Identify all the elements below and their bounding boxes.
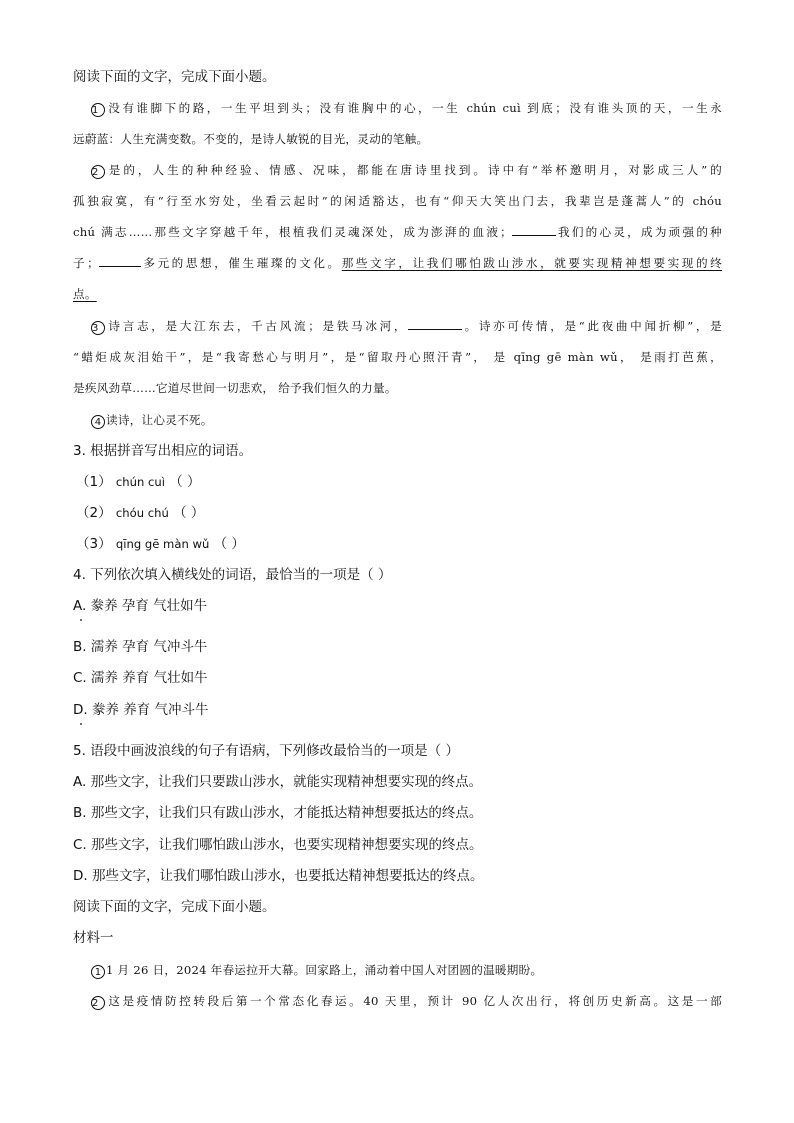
reading-instruction: 阅读下面的文字，完成下面小题。 <box>73 69 276 85</box>
passage-paragraph-1-line-1: 1 没有谁脚下的路，一生平坦到头；没有谁胸中的心，一生 chún cuì 到底；没有谁头顶的天，一生永 <box>92 101 722 116</box>
passage-paragraph-3-line-2: “蜡炬成灰泪始干”，是“我寄愁心与明月”，是“留取丹心照汗青”， 是 qīng gē màn wǔ， 是雨打芭蕉， <box>73 350 722 364</box>
paragraph-number-1: 1 <box>91 965 105 979</box>
material-1-heading: 材料一 <box>73 930 114 946</box>
question-4-option-d: D. 豢养 养育 气冲斗牛 <box>73 702 209 718</box>
passage-paragraph-2-line-4: 子； 多元的思想，催生璀璨的文化。那些文字，让我们哪怕跋山涉水，就要实现精神想要实现的终 <box>73 256 722 270</box>
material-1-paragraph-1: 1 1 月 26 日，2024 年春运拉开大幕。回家路上，涌动着中国人对团圆的温暖期盼。 <box>91 962 542 979</box>
passage-paragraph-2-line-3: chú 满志……那些文字穿越千年，根植我们灵魂深处，成为澎湃的血液； 我们的心灵，成为顽强的种 <box>73 225 722 239</box>
passage-paragraph-2-line-2: 孤独寂寞，有“行至水穷处，坐看云起时”的闲适豁达，也有“仰天大笑出门去，我辈岂是蓬蒿人”的 chóu <box>73 194 722 208</box>
question-5-stem: 5. 语段中画波浪线的句子有语病，下列修改最恰当的一项是（ ） <box>73 743 459 759</box>
question-5-option-a: A. 那些文字，让我们只要跋山涉水，就能实现精神想要实现的终点。 <box>73 774 483 790</box>
passage-paragraph-3-line-3: 是疾风劲草……它道尽世间一切悲欢， 给予我们恒久的力量。 <box>73 381 397 395</box>
fill-blank-2 <box>512 224 556 236</box>
question-5-option-b: B. 那些文字，让我们只有跋山涉水，才能抵达精神想要抵达的终点。 <box>73 805 483 821</box>
decorative-dot <box>80 723 82 725</box>
passage-paragraph-2-line-5: 点。 <box>73 287 97 301</box>
question-5-option-d: D. 那些文字，让我们哪怕跋山涉水，也要抵达精神想要抵达的终点。 <box>73 868 484 884</box>
passage-paragraph-2-line-1: 2 是的，人生的种种经验、情感、况味，都能在唐诗里找到。诗中有“举杯邀明月，对影成三人”的 <box>92 163 722 178</box>
paragraph-number-2: 2 <box>91 165 105 179</box>
question-3-item-3: （3） qīng gē màn wǔ （ ） <box>76 536 245 552</box>
question-4-option-c: C. 濡养 养育 气壮如牛 <box>73 670 208 686</box>
question-5-option-c: C. 那些文字，让我们哪怕跋山涉水，也要实现精神想要实现的终点。 <box>73 837 483 853</box>
paragraph-number-1: 1 <box>91 103 105 117</box>
question-4-stem: 4. 下列依次填入横线处的词语，最恰当的一项是（ ） <box>73 567 392 583</box>
reading-instruction-2: 阅读下面的文字，完成下面小题。 <box>73 899 276 915</box>
fill-blank-3 <box>99 255 141 267</box>
question-3-item-1: （1） chún cuì （ ） <box>76 474 201 490</box>
question-4-option-b: B. 濡养 孕育 气冲斗牛 <box>73 639 208 655</box>
fill-blank-1 <box>408 318 462 330</box>
paragraph-number-3: 3 <box>91 321 105 335</box>
wavy-underlined-sentence: 那些文字，让我们哪怕跋山涉水，就要实现精神想要实现的终 <box>341 256 722 270</box>
passage-paragraph-1-line-2: 远蔚蓝：人生充满变数。不变的，是诗人敏锐的目光，灵动的笔触。 <box>73 132 429 146</box>
paragraph-number-2: 2 <box>91 996 105 1010</box>
material-1-paragraph-2: 2 这是疫情防控转段后第一个常态化春运。40 天里，预计 90 亿人次出行，将创历史新高。这是一部 <box>92 994 722 1009</box>
paragraph-number-4: 4 <box>91 415 105 429</box>
decorative-dot <box>80 619 82 621</box>
passage-paragraph-4-line-1: 4 读诗，让心灵不死。 <box>91 412 213 429</box>
question-3-stem: 3. 根据拼音写出相应的词语。 <box>73 443 253 459</box>
question-4-option-a: A. 豢养 孕育 气壮如牛 <box>73 598 208 614</box>
question-3-item-2: （2） chóu chú （ ） <box>76 505 205 521</box>
passage-paragraph-3-line-1: 3 诗言志，是大江东去，千古风流；是铁马冰河， 。诗亦可传情，是“此夜曲中闻折柳”，是 <box>92 319 722 334</box>
